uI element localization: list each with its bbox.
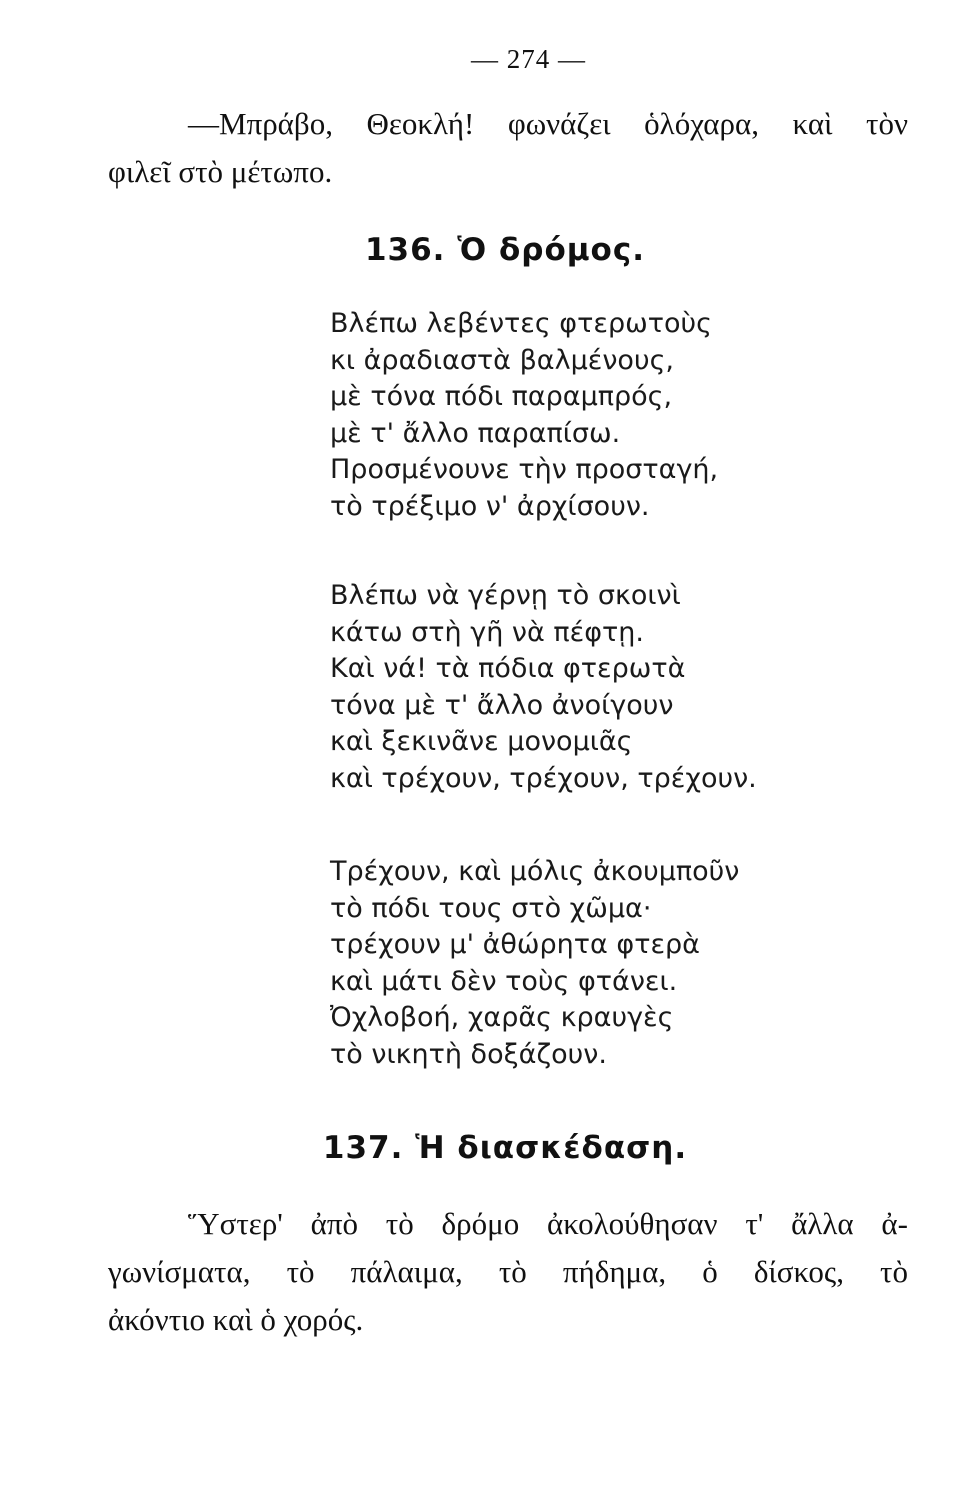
poem-line: Προσμένουνε τὴν προσταγή, [330, 454, 719, 485]
closing-paragraph [108, 1200, 908, 1344]
poem-line: τὸ τρέξιμο ν' ἀρχίσουν. [330, 490, 650, 522]
poem-line: καὶ μάτι δὲν τοὺς φτάνει. [330, 965, 678, 997]
poem-line: Καὶ νά! τὰ πόδια φτερωτὰ [330, 653, 686, 684]
poem-stanza-1 [330, 306, 718, 525]
poem-line: μὲ τ' ἄλλο παραπίσω. [330, 417, 621, 449]
poem-line: κάτω στὴ γῆ νὰ πέφτῃ. [330, 616, 644, 648]
paragraph-line: γωνίσματα, τὸ πάλαιμα, τὸ πήδημα, ὁ δίσκος, τὸ [108, 1254, 908, 1289]
poem-line: Τρέχουν, καὶ μόλις ἀκουμποῦν [330, 856, 740, 887]
paragraph-line: Ὕστερ' ἀπὸ τὸ δρόμο ἀκολούθησαν τ' ἄλλα ἀ- [188, 1206, 908, 1241]
poem-line: τρέχουν μ' ἀθώρητα φτερὰ [330, 929, 700, 960]
poem-line: κι ἀραδιαστὰ βαλμένους, [330, 344, 674, 376]
poem-line: Βλέπω νὰ γέρνῃ τὸ σκοινὶ [330, 580, 681, 611]
paragraph-line: —Μπράβο, Θεοκλή! φωνάζει ὁλόχαρα, καὶ τὸν [188, 106, 908, 141]
poem-line: Βλέπω λεβέντες φτερωτοὺς [330, 308, 712, 339]
poem-line: τὸ νικητὴ δοξάζουν. [330, 1038, 607, 1070]
poem-line: καὶ ξεκινᾶνε μονομιᾶς [330, 726, 633, 757]
poem-stanza-3 [330, 854, 739, 1073]
poem-line: τόνα μὲ τ' ἄλλο ἀνοίγουν [330, 689, 674, 721]
poem-stanza-2 [330, 578, 757, 797]
section-heading-136: 136. Ὁ δρόμος. [364, 232, 646, 268]
page-number: — 274 — [471, 44, 586, 74]
paragraph-line: ἀκόντιο καὶ ὁ χορός. [108, 1302, 364, 1337]
poem-line: καὶ τρέχουν, τρέχουν, τρέχουν. [330, 762, 757, 794]
poem-line: Ὀχλοβοή, χαρᾶς κραυγὲς [330, 1002, 674, 1033]
opening-paragraph [108, 100, 908, 196]
section-heading-137: 137. Ἡ διασκέδαση. [322, 1130, 688, 1166]
paragraph-line: φιλεῖ στὸ μέτωπο. [108, 154, 333, 189]
poem-line: μὲ τόνα πόδι παραμπρός, [330, 381, 673, 412]
poem-line: τὸ πόδι τους στὸ χῶμα· [330, 892, 652, 924]
